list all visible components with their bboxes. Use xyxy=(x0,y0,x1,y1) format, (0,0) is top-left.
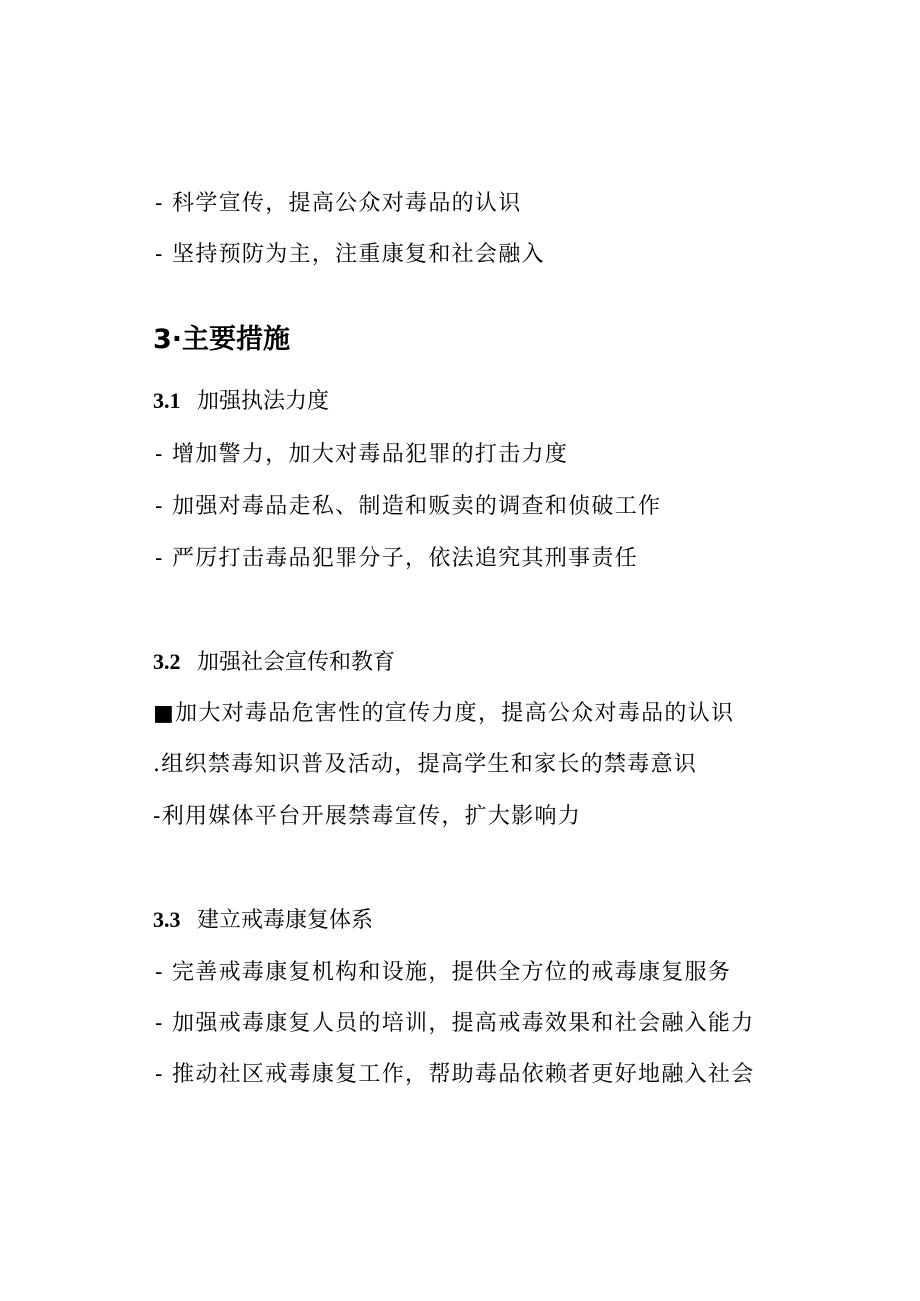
subsection-heading xyxy=(153,645,395,676)
list-item: - 推动社区戒毒康复工作，帮助毒品依赖者更好地融入社会 xyxy=(155,1062,755,1087)
subsection-title: 加强社会宣传和教育 xyxy=(197,650,396,675)
list-item: - 加强对毒品走私、制造和贩卖的调查和侦破工作 xyxy=(155,494,662,519)
subsection-title: 加强执法力度 xyxy=(197,389,330,414)
intro-item: - 坚持预防为主，注重康复和社会融入 xyxy=(155,242,545,267)
list-item: - 加强戒毒康复人员的培训，提高戒毒效果和社会融入能力 xyxy=(155,1011,755,1036)
subsection-heading xyxy=(153,903,373,934)
list-item: - 完善戒毒康复机构和设施，提供全方位的戒毒康复服务 xyxy=(155,960,732,985)
subsection-number: 3.3 xyxy=(153,907,181,932)
subsection-heading xyxy=(153,384,329,415)
intro-item: - 科学宣传，提高公众对毒品的认识 xyxy=(155,191,522,216)
subsection-number: 3.1 xyxy=(153,388,181,413)
list-item: ■加大对毒品危害性的宣传力度，提高公众对毒品的认识 xyxy=(153,701,735,726)
list-item: .组织禁毒知识普及活动，提高学生和家长的禁毒意识 xyxy=(153,752,698,777)
list-item: -利用媒体平台开展禁毒宣传，扩大影响力 xyxy=(153,804,582,829)
subsection-title: 建立戒毒康复体系 xyxy=(197,908,374,933)
section-title: 3·主要措施 xyxy=(153,324,291,355)
subsection-number: 3.2 xyxy=(153,649,181,674)
list-item: - 严厉打击毒品犯罪分子，依法追究其刑事责任 xyxy=(155,546,639,571)
list-item: - 增加警力，加大对毒品犯罪的打击力度 xyxy=(155,442,569,467)
